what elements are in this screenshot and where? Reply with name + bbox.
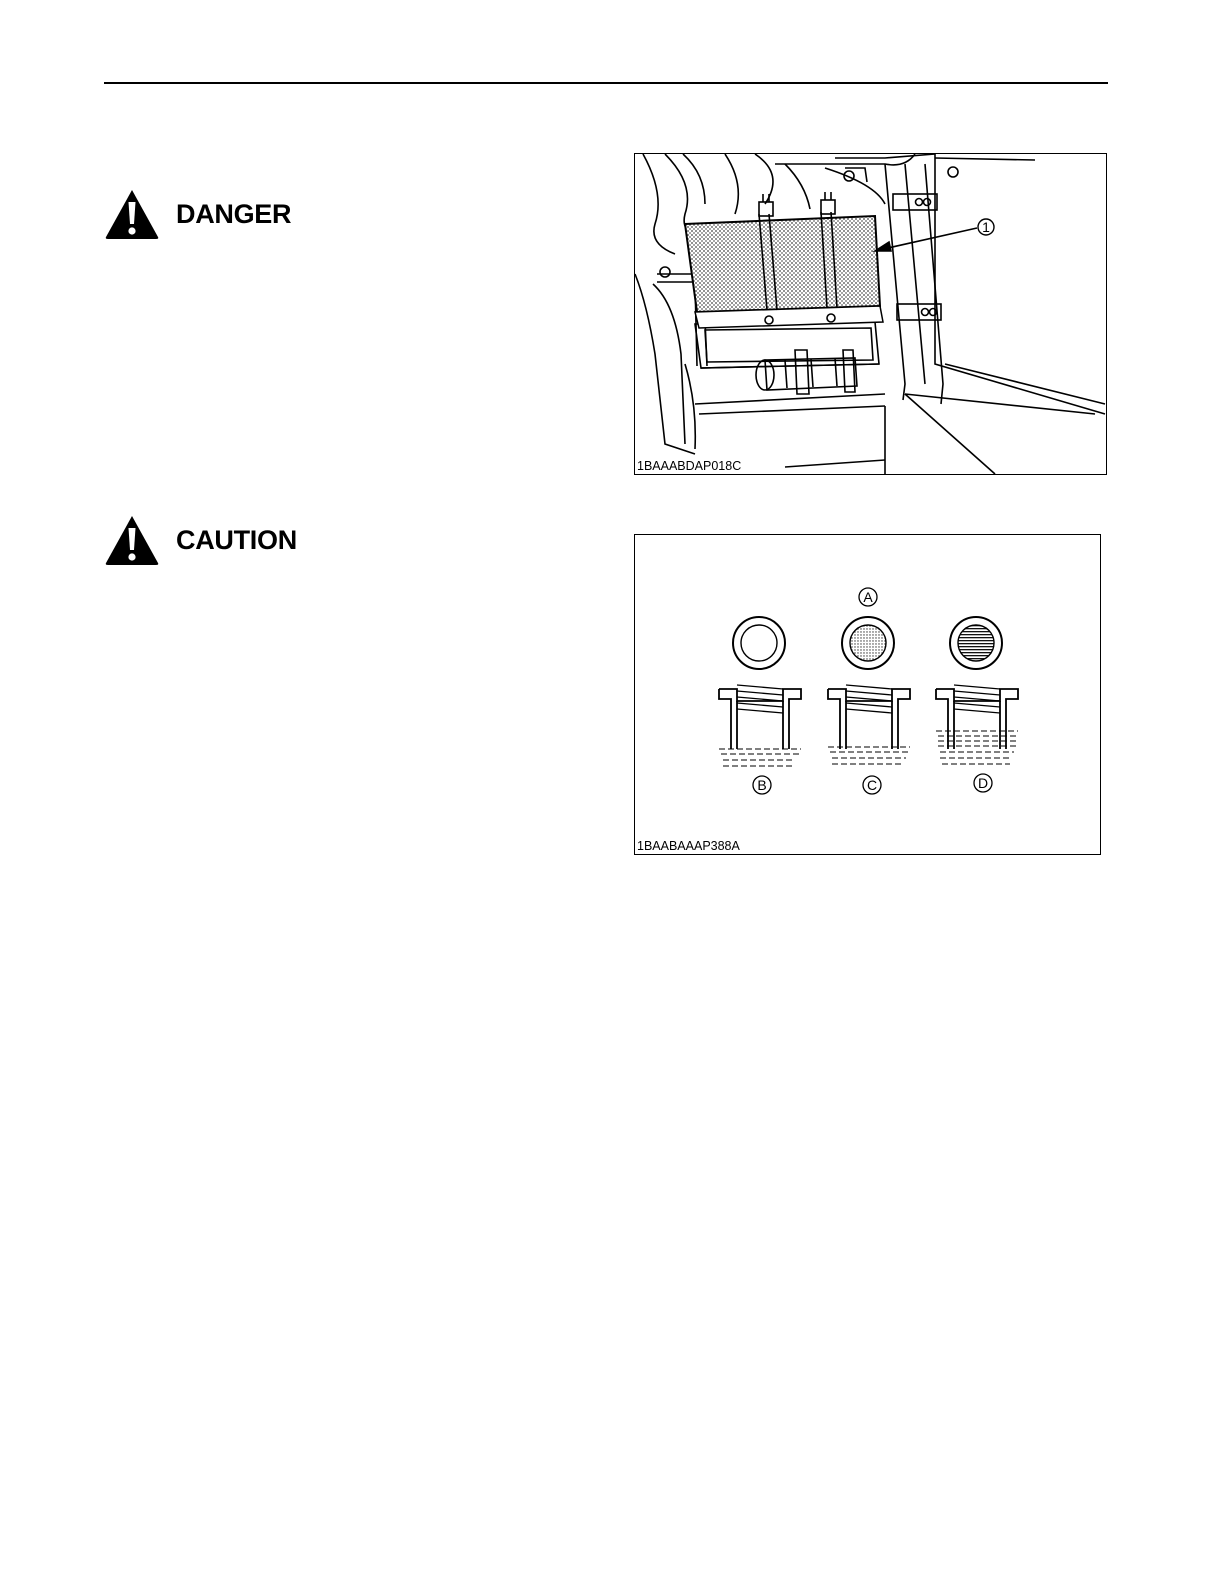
label-c: C bbox=[866, 777, 878, 793]
electrolyte-drawing bbox=[635, 535, 1100, 854]
battery-drawing bbox=[635, 154, 1106, 474]
figure-code: 1BAABAAAP388A bbox=[637, 839, 743, 853]
cell-c bbox=[828, 617, 910, 764]
header-rule bbox=[104, 82, 1108, 84]
label-a: A bbox=[863, 589, 873, 605]
label-b: B bbox=[757, 777, 767, 793]
danger-label: DANGER bbox=[176, 198, 292, 229]
warning-triangle-icon bbox=[104, 514, 160, 566]
label-d: D bbox=[977, 775, 989, 791]
figure-code: 1BAAABDAP018C bbox=[637, 459, 744, 473]
electrolyte-level-illustration bbox=[634, 534, 1101, 855]
warning-triangle-icon bbox=[104, 188, 160, 240]
caution-alert bbox=[104, 514, 297, 566]
callout-1-label: 1 bbox=[982, 219, 990, 235]
caution-label: CAUTION bbox=[176, 524, 297, 555]
battery-illustration bbox=[634, 153, 1107, 475]
danger-alert bbox=[104, 188, 291, 240]
cell-d bbox=[936, 617, 1018, 764]
cell-b bbox=[719, 617, 801, 766]
